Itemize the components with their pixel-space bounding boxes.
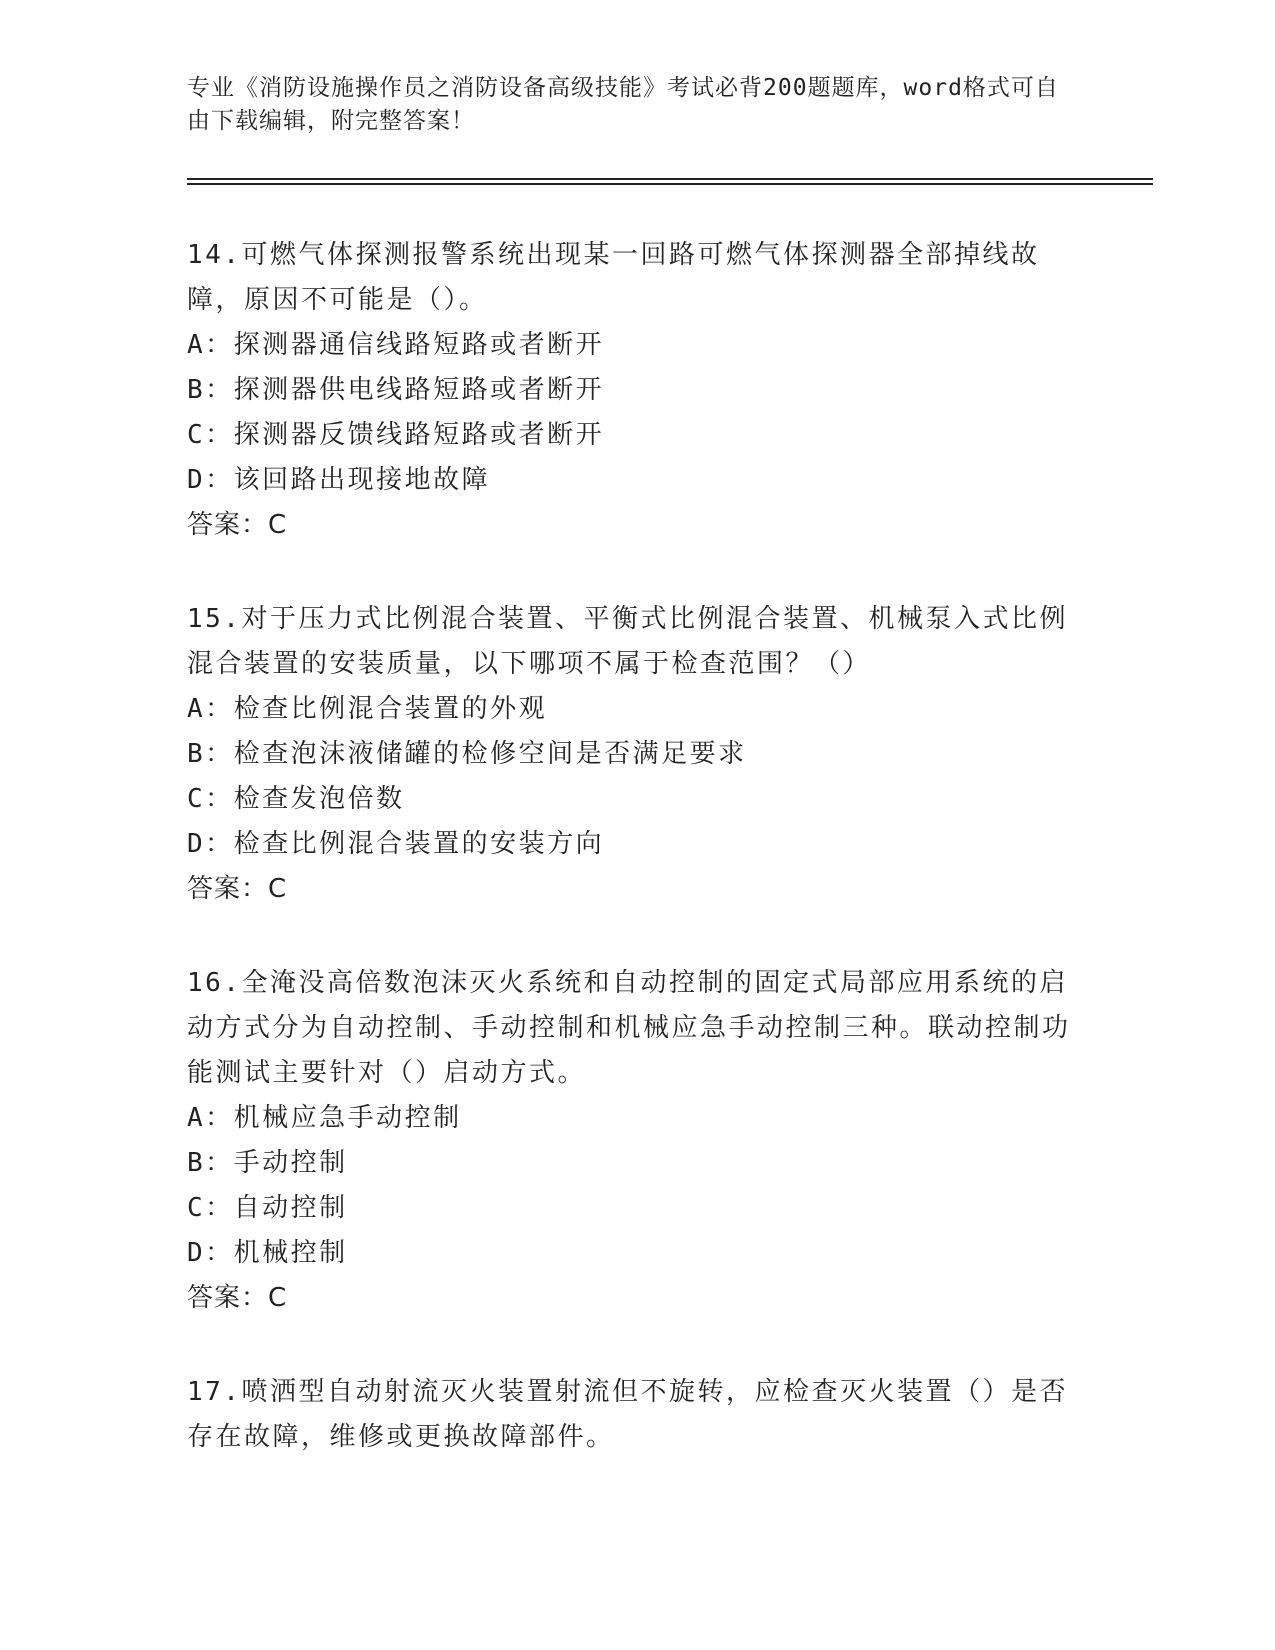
question-15 (187, 597, 1077, 912)
question-16 (187, 961, 1077, 1321)
header-divider-top (187, 178, 1153, 180)
option-c: C：自动控制 (187, 1193, 348, 1223)
question-stem: 15.对于压力式比例混合装置、平衡式比例混合装置、机械泵入式比例混合装置的安装质量，以下哪项不属于检查范围？（） (187, 604, 1068, 679)
option-c: C：检查发泡倍数 (187, 784, 405, 814)
option-a: A：检查比例混合装置的外观 (187, 694, 548, 724)
option-d: D：检查比例混合装置的安装方向 (187, 829, 605, 859)
header-divider-bottom (187, 183, 1153, 185)
question-stem: 17.喷洒型自动射流灭火装置射流但不旋转，应检查灭火装置（）是否存在故障，维修或更换故障部件。 (187, 1377, 1068, 1452)
document-header: 专业《消防设施操作员之消防设备高级技能》考试必背200题题库，word格式可自由下载编辑，附完整答案！ (187, 75, 1059, 134)
question-stem: 16.全淹没高倍数泡沫灭火系统和自动控制的固定式局部应用系统的启动方式分为自动控制、手动控制和机械应急手动控制三种。联动控制功能测试主要针对（）启动方式。 (187, 968, 1071, 1088)
option-b: B：手动控制 (187, 1148, 348, 1178)
option-b: B：探测器供电线路短路或者断开 (187, 375, 605, 405)
answer: 答案：C (187, 874, 288, 904)
answer: 答案：C (187, 510, 288, 540)
answer: 答案：C (187, 1283, 288, 1313)
option-a: A：机械应急手动控制 (187, 1103, 462, 1133)
option-d: D：该回路出现接地故障 (187, 465, 491, 495)
question-stem: 14.可燃气体探测报警系统出现某一回路可燃气体探测器全部掉线故障，原因不可能是（）。 (187, 240, 1040, 315)
question-14 (187, 233, 1077, 548)
option-c: C：探测器反馈线路短路或者断开 (187, 420, 605, 450)
option-d: D：机械控制 (187, 1238, 348, 1268)
option-b: B：检查泡沫液储罐的检修空间是否满足要求 (187, 739, 747, 769)
question-17 (187, 1370, 1077, 1460)
option-a: A：探测器通信线路短路或者断开 (187, 330, 605, 360)
